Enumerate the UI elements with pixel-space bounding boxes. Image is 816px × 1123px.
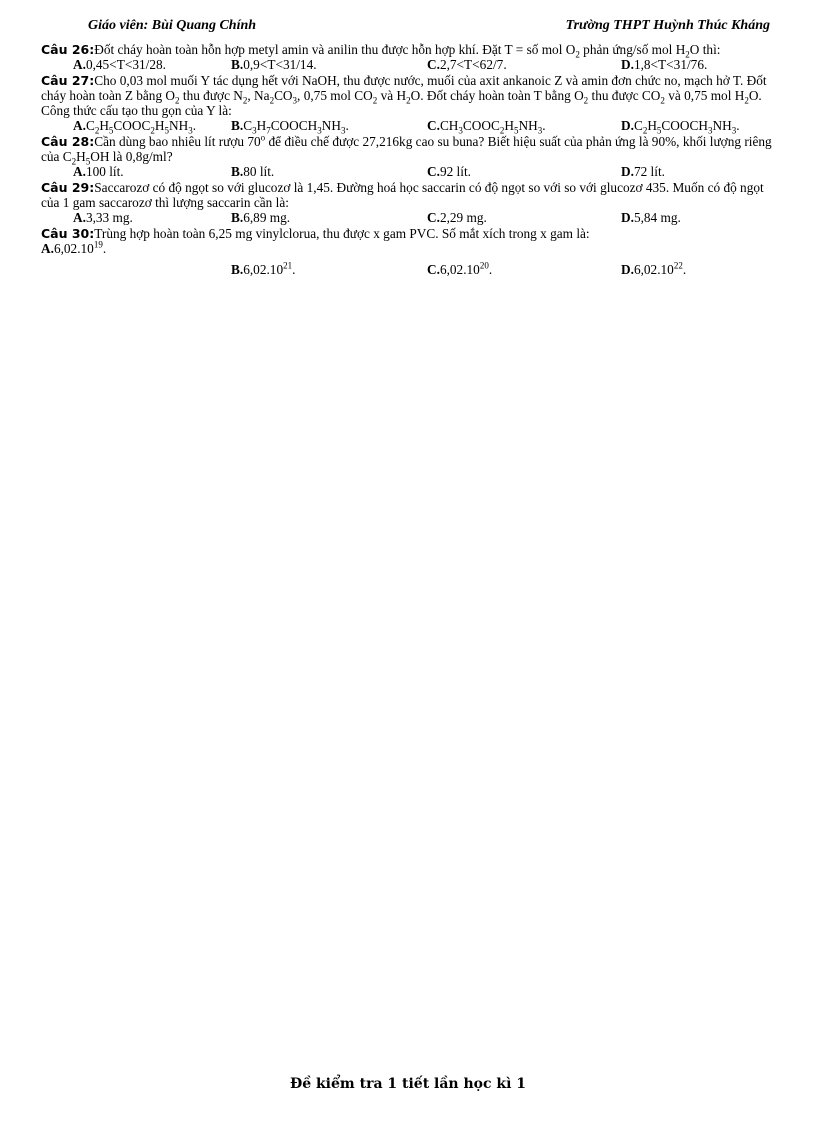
question-text: Cần dùng bao nhiêu lít rượu 70$^o$ để điều chế được 27,216kg cao su buna? Biết hiệu suất của phản ứng là 90%, khối lượng riêng của $C_2H_5OH$ là 0,8g/ml? — [41, 132, 772, 167]
question-number: Câu 30: — [41, 225, 95, 241]
question-30 — [41, 226, 781, 278]
teacher-name: Giáo viên: Bùi Quang Chính — [88, 18, 257, 33]
question-text: Saccarozơ có độ ngọt so với glucozơ là 1,45. Đường hoá học saccarin có độ ngọt so với so với glucozơ 435. Muốn có độ ngọt của 1 gam saccarozơ thì lượng saccarin cần là: — [41, 179, 764, 210]
option-a: A.3,33 mg. — [73, 210, 133, 226]
question-text: Cho 0,03 mol muối Y tác dụng hết với NaOH, thu được nước, muối của axit ankanoic Z và amin đơn chức no, mạch hở T. Đốt cháy hoàn toàn Z bằng $O_2$ thu được $N_2$, $Na_2CO_3$, 0,75 mol $CO_2$ và $H_2O$. Đốt cháy hoàn toàn T bằng $O_2$ thu được $CO_2$ và 0,75 mol $H_2O$. Công thức cấu tạo thu gọn của Y là: — [41, 72, 767, 119]
option-c: $C.CH_3COOC_2H_5NH_3$. — [427, 118, 546, 137]
option-d: D.1,8<T<31/76. — [621, 57, 708, 73]
option-d: D.5,84 mg. — [621, 210, 681, 226]
question-number: Câu 26: — [41, 42, 95, 57]
question-number: Câu 29: — [41, 179, 95, 195]
question-26 — [41, 42, 781, 73]
options-row — [41, 210, 781, 225]
question-29 — [41, 180, 781, 226]
question-number: Câu 27: — [41, 72, 95, 88]
page-header — [88, 18, 770, 36]
option-b: B.0,9<T<31/14. — [231, 57, 317, 73]
option-a: A.6,02.10$^{19}$. — [41, 239, 107, 256]
option-d: D.72 lít. — [621, 164, 665, 180]
option-a: A.0,45<T<31/28. — [73, 57, 166, 73]
question-list — [41, 42, 781, 277]
question-27 — [41, 72, 781, 137]
page-footer: Đề kiểm tra 1 tiết lần học kì 1 — [289, 1076, 527, 1092]
question-text: Trùng hợp hoàn toàn 6,25 mg vinylclorua, thu được x gam PVC. Số mắt xích trong x gam là: — [94, 225, 590, 241]
school-name: Trường THPT Huỳnh Thúc Kháng — [565, 18, 770, 33]
option-b: $B.C_3H_7COOCH_3NH_3$. — [231, 118, 349, 137]
option-b: B.6,89 mg. — [231, 210, 291, 226]
option-d: D.6,02.10$^{22}$. — [621, 260, 687, 278]
options-row — [41, 164, 781, 179]
options-row — [41, 262, 781, 277]
option-c: C.6,02.10$^{20}$. — [427, 260, 493, 278]
option-c: C.92 lít. — [427, 164, 471, 180]
options-row — [41, 57, 781, 72]
question-text: Đốt cháy hoàn toàn hỗn hợp metyl amin và anilin thu được hỗn hợp khí. Đặt T = số mol $O_2$ phản ứng/số mol $H_2O$ thì: — [94, 42, 721, 60]
question-number: Câu 28: — [41, 133, 95, 149]
option-c: C.2,29 mg. — [427, 210, 487, 226]
option-a: A.100 lít. — [73, 164, 124, 180]
question-28 — [41, 134, 781, 180]
options-row — [41, 118, 781, 137]
option-a: $A.C_2H_5COOC_2H_5NH_3$. — [73, 118, 197, 137]
option-d: $D.C_2H_5COOCH_3NH_3$. — [621, 118, 740, 137]
option-b: B.6,02.10$^{21}$. — [231, 260, 296, 278]
options-row — [41, 241, 781, 256]
option-b: B.80 lít. — [231, 164, 275, 180]
option-c: C.2,7<T<62/7. — [427, 57, 507, 73]
